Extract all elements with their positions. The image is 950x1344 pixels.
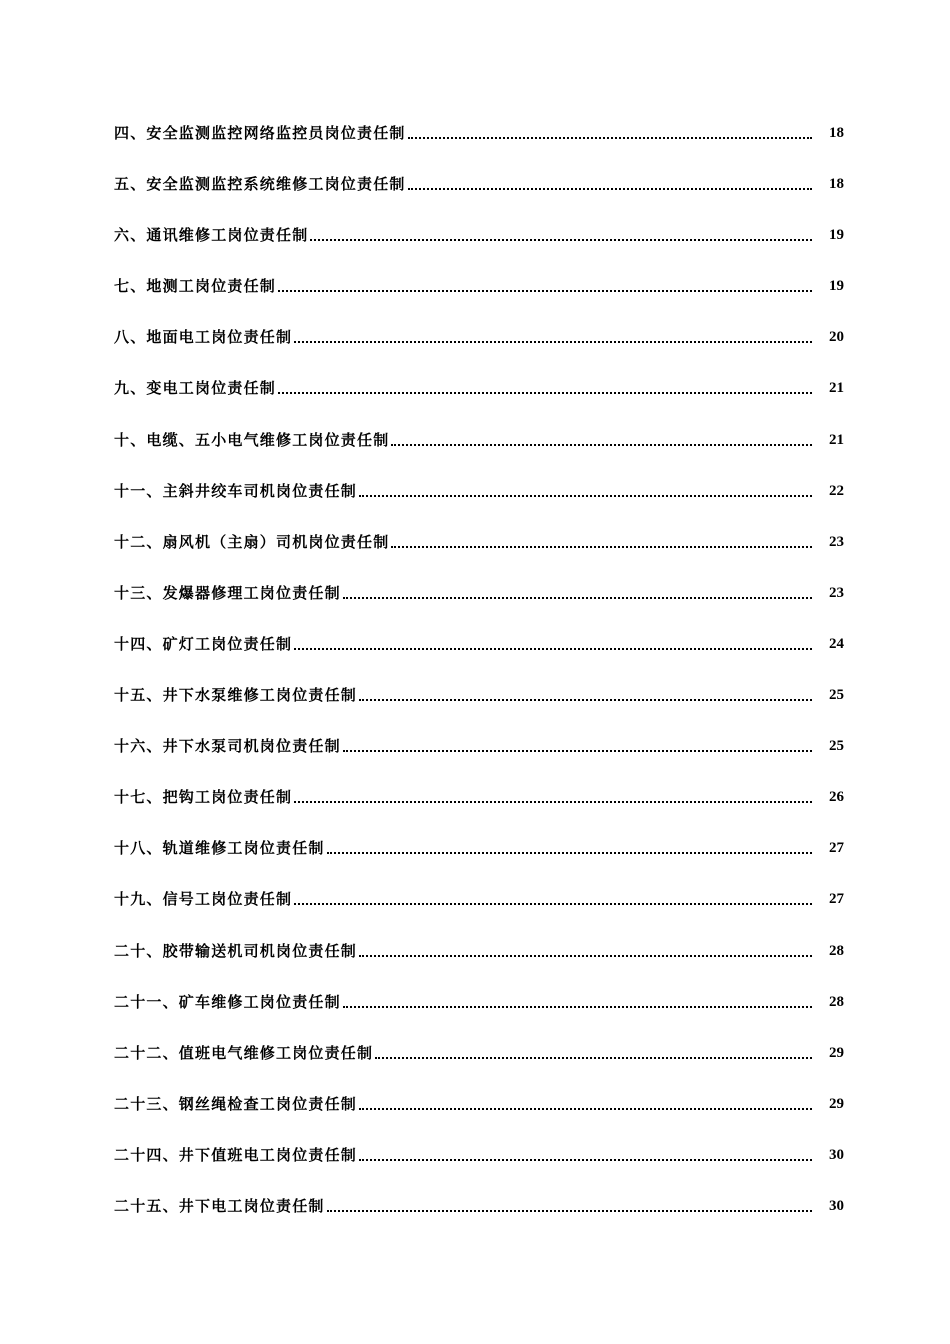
- toc-entry-page: 28: [829, 942, 844, 959]
- toc-entry[interactable]: [114, 1114, 844, 1165]
- toc-entry[interactable]: [114, 194, 844, 245]
- toc-entry[interactable]: [114, 858, 844, 909]
- toc-entry-page: 26: [829, 789, 844, 806]
- dot-leader: [327, 1210, 812, 1212]
- toc-entry-page: 18: [829, 125, 844, 141]
- toc-entry[interactable]: [114, 1063, 844, 1114]
- dot-leader: [391, 444, 812, 446]
- toc-entry-page: 22: [829, 482, 844, 499]
- toc-entry[interactable]: [114, 705, 844, 756]
- toc-entry[interactable]: [114, 118, 844, 143]
- toc-entry[interactable]: [114, 807, 844, 858]
- toc-entry-page: 21: [829, 431, 844, 448]
- toc-entry-title: 四、安全监测监控网络监控员岗位责任制: [114, 124, 406, 142]
- toc-entry-title: 二十五、井下电工岗位责任制: [114, 1196, 325, 1215]
- toc-entry[interactable]: [114, 501, 844, 552]
- toc-entry[interactable]: [114, 450, 844, 501]
- toc-entry-page: 29: [829, 1095, 844, 1112]
- dot-leader: [310, 239, 812, 241]
- toc-entry-title: 二十二、值班电气维修工岗位责任制: [114, 1043, 374, 1062]
- dot-leader: [408, 188, 812, 190]
- toc-entry-title: 十一、主斜井绞车司机岗位责任制: [114, 481, 358, 500]
- toc-entry-page: 30: [829, 1146, 844, 1163]
- toc-entry[interactable]: [114, 1012, 844, 1063]
- toc-entry-title: 二十一、矿车维修工岗位责任制: [114, 992, 341, 1011]
- toc-entry[interactable]: [114, 296, 844, 347]
- toc-entry-page: 19: [829, 227, 844, 244]
- toc-entry[interactable]: [114, 909, 844, 960]
- toc-entry-page: 25: [829, 738, 844, 755]
- dot-leader: [359, 495, 812, 497]
- toc-entry-page: 28: [829, 993, 844, 1010]
- toc-entry-title: 五、安全监测监控系统维修工岗位责任制: [114, 175, 406, 194]
- toc-entry-title: 十八、轨道维修工岗位责任制: [114, 839, 325, 858]
- dot-leader: [343, 597, 812, 599]
- toc-entry-title: 二十三、钢丝绳检查工岗位责任制: [114, 1094, 358, 1113]
- toc-entry-page: 21: [829, 380, 844, 397]
- toc-entry[interactable]: [114, 398, 844, 449]
- toc-entry[interactable]: [114, 143, 844, 194]
- toc-entry-page: 27: [829, 840, 844, 857]
- toc-entry-title: 十六、井下水泵司机岗位责任制: [114, 737, 341, 756]
- dot-leader: [408, 137, 812, 139]
- dot-leader: [359, 1159, 812, 1161]
- toc-entry[interactable]: [114, 756, 844, 807]
- toc-entry-page: 27: [829, 891, 844, 908]
- toc-entry[interactable]: [114, 552, 844, 603]
- toc-entry-title: 十九、信号工岗位责任制: [114, 890, 293, 909]
- toc-entry-title: 八、地面电工岗位责任制: [114, 328, 293, 347]
- toc-entry-title: 二十四、井下值班电工岗位责任制: [114, 1145, 358, 1164]
- toc-entry[interactable]: [114, 654, 844, 705]
- dot-leader: [359, 699, 812, 701]
- dot-leader: [294, 648, 812, 650]
- toc-entry-title: 十五、井下水泵维修工岗位责任制: [114, 686, 358, 705]
- dot-leader: [327, 852, 812, 854]
- dot-leader: [375, 1057, 812, 1059]
- dot-leader: [391, 546, 812, 548]
- toc-entry-page: 25: [829, 687, 844, 704]
- toc-entry[interactable]: [114, 347, 844, 398]
- toc-entry-title: 六、通讯维修工岗位责任制: [114, 226, 309, 245]
- toc-entry[interactable]: [114, 603, 844, 654]
- toc-entry-page: 29: [829, 1044, 844, 1061]
- dot-leader: [294, 801, 812, 803]
- toc-entry[interactable]: [114, 961, 844, 1012]
- toc-entry-title: 二十、胶带输送机司机岗位责任制: [114, 941, 358, 960]
- toc-entry-page: 24: [829, 635, 844, 652]
- dot-leader: [343, 1006, 812, 1008]
- toc-entry-page: 20: [829, 329, 844, 346]
- dot-leader: [294, 903, 812, 905]
- toc-entry[interactable]: [114, 1165, 844, 1216]
- toc-entry-page: 30: [829, 1197, 844, 1214]
- toc-entry-page: 19: [829, 278, 844, 295]
- dot-leader: [278, 392, 812, 394]
- toc-entry-page: 23: [829, 584, 844, 601]
- table-of-contents: [114, 118, 844, 1216]
- toc-entry-title: 七、地测工岗位责任制: [114, 277, 277, 296]
- toc-entry-title: 九、变电工岗位责任制: [114, 379, 277, 398]
- dot-leader: [359, 1108, 812, 1110]
- toc-entry-title: 十、电缆、五小电气维修工岗位责任制: [114, 430, 390, 449]
- toc-entry-title: 十四、矿灯工岗位责任制: [114, 634, 293, 653]
- dot-leader: [359, 955, 812, 957]
- toc-entry-title: 十三、发爆器修理工岗位责任制: [114, 583, 341, 602]
- dot-leader: [294, 341, 812, 343]
- toc-entry-page: 18: [829, 176, 844, 193]
- toc-entry-title: 十二、扇风机（主扇）司机岗位责任制: [114, 532, 390, 551]
- dot-leader: [278, 290, 812, 292]
- toc-entry-title: 十七、把钩工岗位责任制: [114, 788, 293, 807]
- dot-leader: [343, 750, 812, 752]
- toc-entry[interactable]: [114, 245, 844, 296]
- toc-entry-page: 23: [829, 533, 844, 550]
